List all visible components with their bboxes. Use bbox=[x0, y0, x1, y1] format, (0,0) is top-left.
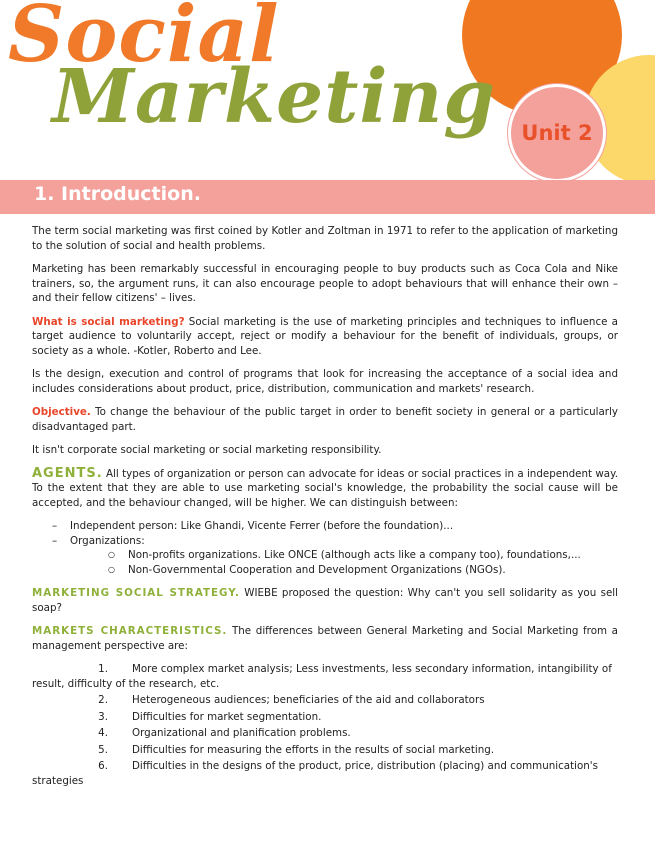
strategy-text: WIEBE proposed the question: Why can't you sell solidarity as you sell soap? bbox=[32, 587, 618, 614]
item-text: Organizational and planification problems. bbox=[132, 727, 351, 739]
item-number: 1. bbox=[98, 663, 108, 675]
item-text: More complex market analysis; Less investments, less secondary information, intangibility of result, difficulty of the research, etc. bbox=[32, 663, 612, 690]
agents-text: All types of organization or person can advocate for ideas or social practices in a independent way. To the extent that they are able to use marketing social's knowledge, the probability the social cause will be accepted, and the behaviour changed, will be higher. We can distinguish between: bbox=[32, 467, 618, 509]
item-number: 6. bbox=[98, 760, 108, 772]
objective-label: Objective. bbox=[32, 406, 91, 418]
markets-text: The differences between General Marketing and Social Marketing from a management perspective are: bbox=[32, 625, 618, 652]
item-number: 3. bbox=[98, 710, 108, 723]
list-item-label: Organizations: bbox=[70, 534, 145, 547]
organizations-sublist bbox=[70, 548, 618, 577]
section-title: 1. Introduction. bbox=[34, 183, 201, 205]
paragraph-success: Marketing has been remarkably successful in encouraging people to buy products such as Coca Cola and Nike trainers, so, the argument runs, it can also encourage people to adopt behaviours that will enhance their own – and their fellow citizens' – lives. bbox=[32, 263, 618, 304]
numbered-item bbox=[32, 662, 618, 691]
paragraph-intro: The term social marketing was first coined by Kotler and Zoltman in 1971 to refer to the application of marketing to the solution of social and health problems. bbox=[32, 225, 618, 252]
characteristics-list bbox=[32, 662, 618, 788]
numbered-item bbox=[32, 710, 618, 725]
document-body bbox=[32, 224, 618, 790]
section-header-bar bbox=[0, 180, 655, 214]
sublist-item: ○ Non-Governmental Cooperation and Development Organizations (NGOs). bbox=[108, 563, 618, 578]
item-text: Difficulties for measuring the efforts in the results of social marketing. bbox=[132, 743, 495, 756]
definition-label: What is social marketing? bbox=[32, 315, 185, 328]
item-number: 4. bbox=[98, 727, 108, 739]
objective-text: To change the behaviour of the public target in order to benefit society in general or a particularly disadvantaged part. bbox=[32, 406, 618, 433]
numbered-item bbox=[32, 743, 618, 758]
definition-text: Social marketing is the use of marketing principles and techniques to influence a target audience to voluntarily accept, reject or modify a behaviour for the benefit of individuals, groups, or society as a whole. -Kotler, Roberto and Lee. bbox=[32, 315, 618, 357]
paragraph-agents bbox=[32, 467, 618, 511]
unit-label: Unit 2 bbox=[521, 121, 593, 145]
sublist-item: ○ Non-profits organizations. Like ONCE (although acts like a company too), foundations,... bbox=[108, 548, 618, 563]
item-text: Difficulties for market segmentation. bbox=[132, 710, 322, 723]
paragraph-strategy bbox=[32, 586, 618, 615]
paragraph-markets bbox=[32, 624, 618, 653]
list-item: – Independent person: Like Ghandi, Vicente Ferrer (before the foundation)... bbox=[52, 519, 618, 534]
item-text: Heterogeneous audiences; beneficiaries of the aid and collaborators bbox=[132, 694, 485, 706]
paragraph-objective bbox=[32, 405, 618, 434]
paragraph-definition bbox=[32, 315, 618, 359]
title-social: Social bbox=[8, 0, 280, 80]
paragraph-design: Is the design, execution and control of programs that look for increasing the acceptance of a social idea and includes considerations about product, price, distribution, communication and markets' research. bbox=[32, 368, 618, 395]
item-number: 2. bbox=[98, 694, 108, 706]
agents-list bbox=[32, 519, 618, 577]
numbered-item bbox=[32, 693, 618, 708]
list-item-organizations bbox=[52, 534, 618, 578]
title-marketing: Marketing bbox=[52, 54, 497, 140]
paragraph-not-csr: It isn't corporate social marketing or social marketing responsibility. bbox=[32, 444, 382, 456]
unit-badge bbox=[508, 84, 606, 182]
item-number: 5. bbox=[98, 743, 108, 756]
numbered-item bbox=[32, 759, 618, 788]
numbered-item bbox=[32, 726, 618, 741]
item-text: Difficulties in the designs of the product, price, distribution (placing) and communication's strategies bbox=[32, 760, 599, 787]
strategy-label: MARKETING SOCIAL STRATEGY. bbox=[32, 587, 240, 599]
markets-label: MARKETS CHARACTERISTICS. bbox=[32, 625, 228, 637]
agents-label: AGENTS. bbox=[32, 465, 103, 481]
